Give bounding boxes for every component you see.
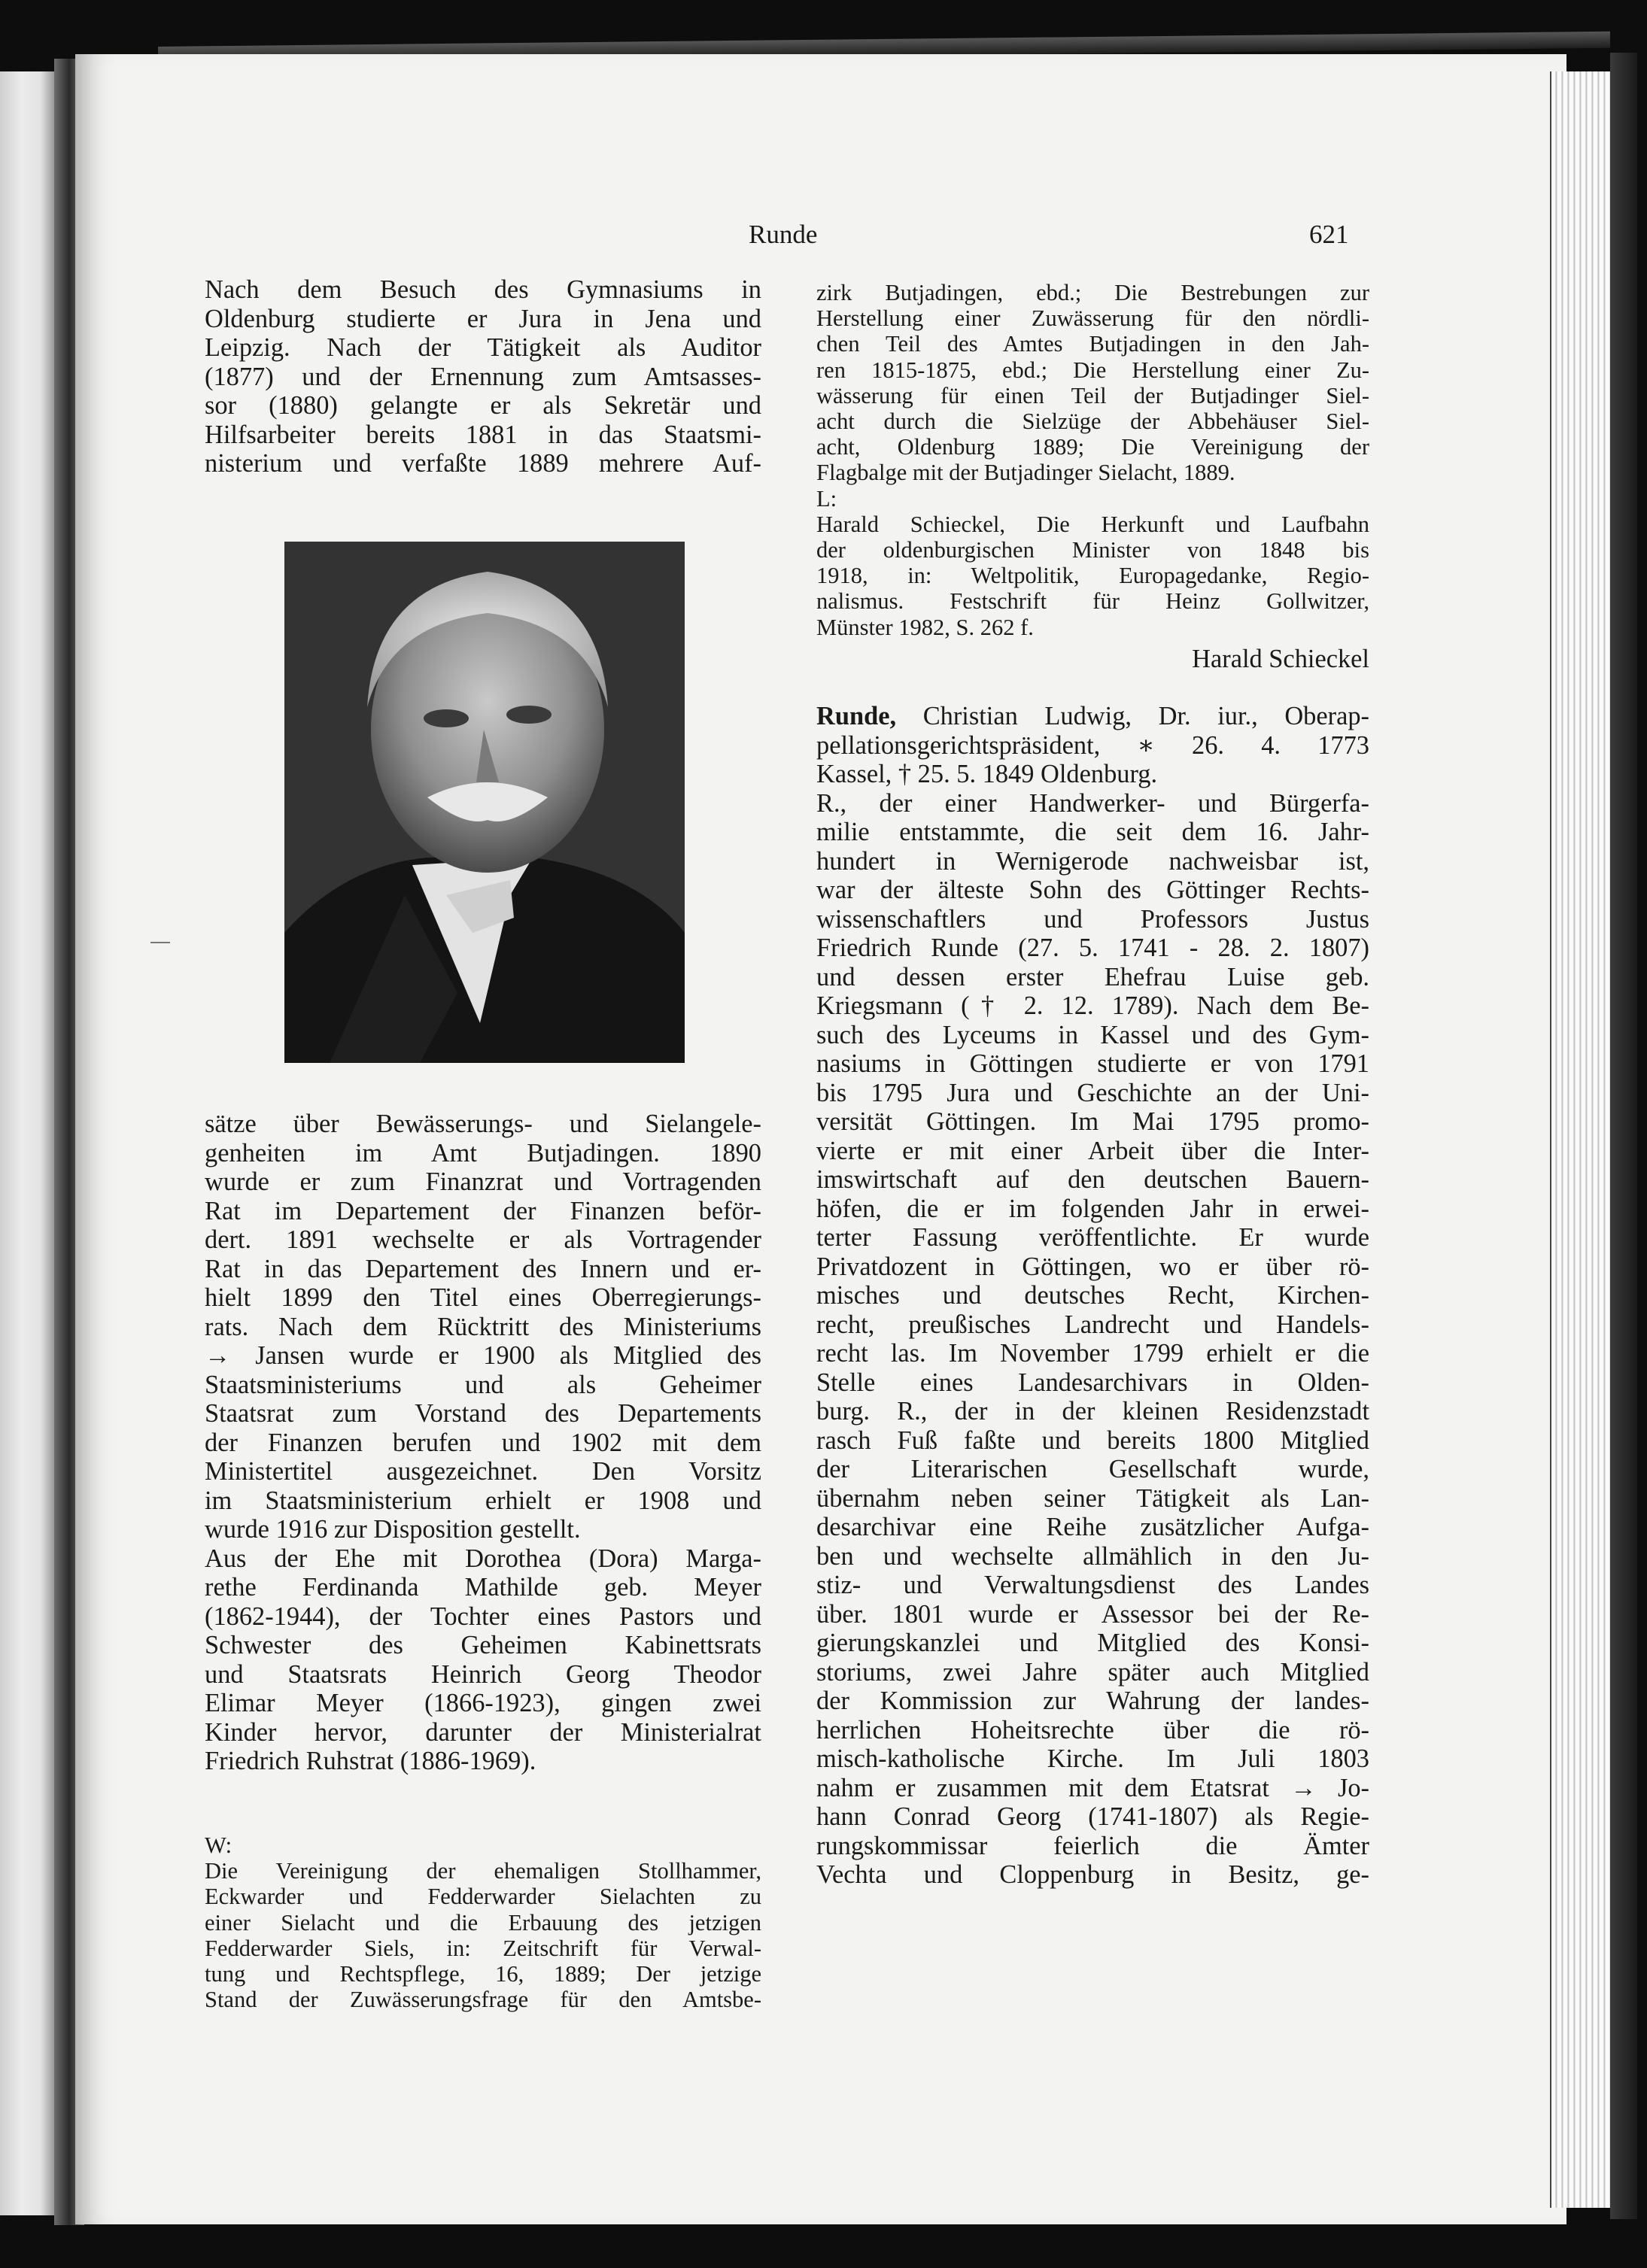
entry-heading-line: Kassel, † 25. 5. 1849 Oldenburg. (816, 760, 1158, 789)
text-line: recht, preußisches Landrecht und Handels- (816, 1310, 1369, 1339)
entry-name: Runde, (816, 702, 897, 731)
text-line: terter Fassung veröffentlichte. Er wurde (816, 1223, 1369, 1252)
text-line: R., der einer Handwerker- und Bürgerfa- (816, 788, 1369, 818)
text-line: hielt 1899 den Titel eines Oberregierungs- (205, 1283, 761, 1312)
margin-mark (150, 942, 170, 943)
works-line: Die Vereinigung der ehemaligen Stollhammer, (205, 1858, 761, 1884)
text-line: höfen, die er im folgenden Jahr in erwei- (816, 1194, 1369, 1223)
text-line: Elimar Meyer (1866-1923), gingen zwei (205, 1689, 761, 1717)
text-line: Friedrich Ruhstrat (1886-1969). (205, 1747, 536, 1775)
works-section (205, 1832, 761, 2012)
literature-label: L: (816, 485, 837, 512)
text-line: rungskommissar feierlich die Ämter (816, 1831, 1369, 1860)
text-line: Rat im Departement der Finanzen beför- (205, 1196, 761, 1225)
literature-line: Münster 1982, S. 262 f. (816, 614, 1034, 640)
text-line: rethe Ferdinanda Mathilde geb. Meyer (205, 1573, 761, 1602)
text-line: rats. Nach dem Rücktritt des Ministeriums (205, 1312, 761, 1341)
text-line: hundert in Wernigerode nachweisbar ist, (816, 846, 1369, 876)
text-line: und Staatsrats Heinrich Georg Theodor (205, 1659, 761, 1689)
text-line: wurde er zum Finanzrat und Vortragenden (205, 1167, 761, 1196)
text-line: wurde 1916 zur Disposition gestellt. (205, 1515, 581, 1544)
text-line: über. 1801 wurde er Assessor bei der Re- (816, 1599, 1369, 1629)
text-line: sor (1880) gelangte er als Sekretär und (205, 391, 761, 420)
literature-line: Harald Schieckel, Die Herkunft und Laufbahn (816, 511, 1369, 537)
text-line: herrlichen Hoheitsrechte über die rö- (816, 1715, 1369, 1744)
text-line: milie entstammte, die seit dem 16. Jahr- (816, 818, 1369, 847)
portrait-illustration (284, 542, 685, 1063)
literature-line: nalismus. Festschrift für Heinz Gollwitzer, (816, 588, 1369, 615)
works-line: acht, Oldenburg 1889; Die Vereinigung der (816, 434, 1369, 460)
entry-heading-line: pellationsgerichtspräsident, ∗ 26. 4. 1773 (816, 730, 1369, 760)
text-line: imswirtschaft auf den deutschen Bauern- (816, 1165, 1369, 1195)
text-line: gierungskanzlei und Mitglied des Konsi- (816, 1629, 1369, 1658)
text-line: such des Lyceums in Kassel und des Gym- (816, 1020, 1369, 1049)
text-line: hann Conrad Georg (1741-1807) als Regie- (816, 1802, 1369, 1832)
running-title: Runde (749, 220, 818, 249)
text-line: stiz- und Verwaltungsdienst des Landes (816, 1571, 1369, 1600)
text-line: und dessen erster Ehefrau Luise geb. (816, 962, 1369, 991)
entry-heading-text: Christian Ludwig, Dr. iur., Oberap- (922, 702, 1369, 731)
literature-line: 1918, in: Weltpolitik, Europagedanke, Regio- (816, 563, 1369, 589)
text-line: storiums, zwei Jahre später auch Mitglied (816, 1657, 1369, 1687)
text-line: im Staatsministerium erhielt er 1908 und (205, 1486, 761, 1515)
works-line: Stand der Zuwässerungsfrage für den Amtsbe- (205, 1987, 761, 2013)
text-line: Hilfsarbeiter bereits 1881 in das Staatsmi- (205, 420, 761, 449)
works-line: zirk Butjadingen, ebd.; Die Bestrebungen zur (816, 280, 1369, 305)
text-line: war der älteste Sohn des Göttinger Rechts- (816, 876, 1369, 905)
text-line: → Jansen wurde er 1900 als Mitglied des (205, 1341, 761, 1370)
text-line: Staatsrat zum Vorstand des Departements (205, 1399, 761, 1428)
text-line: sätze über Bewässerungs- und Sielangele- (205, 1110, 761, 1138)
portrait-photo (284, 542, 685, 1063)
text-line: Rat in das Departement des Innern und er- (205, 1254, 761, 1283)
works-line: einer Sielacht und die Erbauung des jetzigen (205, 1909, 761, 1936)
text-line: der Finanzen berufen und 1902 mit dem (205, 1428, 761, 1457)
left-column-bottom (205, 1110, 761, 1776)
text-line: (1877) und der Ernennung zum Amtsasses- (205, 362, 761, 391)
text-line: genheiten im Amt Butjadingen. 1890 (205, 1138, 761, 1167)
text-line: Kinder hervor, darunter der Ministerialrat (205, 1717, 761, 1747)
works-line: Eckwarder und Fedderwarder Sielachten zu (205, 1884, 761, 1910)
text-line: bis 1795 Jura und Geschichte an der Uni- (816, 1078, 1369, 1107)
works-line: Flagbalge mit der Butjadinger Sielacht, 1889. (816, 460, 1235, 486)
text-line: misches und deutsches Recht, Kirchen- (816, 1281, 1369, 1310)
text-line: Kriegsmann († 2. 12. 1789). Nach dem Be- (816, 991, 1369, 1021)
text-line: recht las. Im November 1799 erhielt er die (816, 1339, 1369, 1368)
text-line: rasch Fuß faßte und bereits 1800 Mitglied (816, 1425, 1369, 1455)
text-line: Oldenburg studierte er Jura in Jena und (205, 304, 761, 333)
left-column-top (205, 275, 761, 478)
text-line: Aus der Ehe mit Dorothea (Dora) Marga- (205, 1544, 761, 1573)
works-line: Herstellung einer Zuwässerung für den nördli- (816, 305, 1369, 332)
text-line: nahm er zusammen mit dem Etatsrat → Jo- (816, 1773, 1369, 1802)
page-number: 621 (1309, 220, 1349, 249)
works-line: tung und Rechtspflege, 16, 1889; Der jetzige (205, 1961, 761, 1987)
text-line: desarchivar eine Reihe zusätzlicher Aufga- (816, 1513, 1369, 1542)
text-line: Schwester des Geheimen Kabinettsrats (205, 1631, 761, 1659)
text-line: Privatdozent in Göttingen, wo er über rö- (816, 1252, 1369, 1281)
text-line: vierte er mit einer Arbeit über die Inter- (816, 1136, 1369, 1165)
text-line: wissenschaftlers und Professors Justus (816, 904, 1369, 934)
works-line: chen Teil des Amtes Butjadingen in den Jah- (816, 331, 1369, 357)
author-signature: Harald Schieckel (1192, 644, 1369, 673)
text-line: der Literarischen Gesellschaft wurde, (816, 1455, 1369, 1484)
text-line: nisterium und verfaßte 1889 mehrere Auf- (205, 449, 761, 478)
text-line: Vechta und Cloppenburg in Besitz, ge- (816, 1860, 1369, 1890)
text-line: (1862-1944), der Tochter eines Pastors und (205, 1602, 761, 1631)
text-line: Leipzig. Nach der Tätigkeit als Auditor (205, 333, 761, 362)
text-line: Staatsministeriums und als Geheimer (205, 1370, 761, 1399)
literature-line: der oldenburgischen Minister von 1848 bis (816, 537, 1369, 563)
text-line: versität Göttingen. Im Mai 1795 promo- (816, 1107, 1369, 1137)
book-cover-right-edge (1610, 53, 1637, 2219)
text-line: der Kommission zur Wahrung der landes- (816, 1687, 1369, 1716)
text-line: Ministertitel ausgezeichnet. Den Vorsitz (205, 1457, 761, 1486)
text-line: Nach dem Besuch des Gymnasiums in (205, 275, 761, 304)
text-line: übernahm neben seiner Tätigkeit als Lan- (816, 1483, 1369, 1513)
works-line: Fedderwarder Siels, in: Zeitschrift für Verwal- (205, 1935, 761, 1961)
text-line: burg. R., der in der kleinen Residenzstadt (816, 1397, 1369, 1426)
page-stack-edge (1550, 71, 1612, 2208)
entry-heading-line (816, 702, 1369, 731)
works-line: acht durch die Sielzüge der Abbehäuser Siel- (816, 408, 1369, 435)
text-line: misch-katholische Kirche. Im Juli 1803 (816, 1744, 1369, 1774)
works-label: W: (205, 1832, 232, 1858)
text-line: Friedrich Runde (27. 5. 1741 - 28. 2. 1807) (816, 934, 1369, 963)
works-line: wässerung für einen Teil der Butjadinger Siel- (816, 382, 1369, 408)
text-line: dert. 1891 wechselte er als Vortragender (205, 1225, 761, 1254)
spacer (816, 673, 1369, 702)
left-page-edge (0, 71, 54, 2215)
text-line: nasiums in Göttingen studierte er von 1791 (816, 1049, 1369, 1079)
text-line: Stelle eines Landesarchivars in Olden- (816, 1368, 1369, 1397)
text-line: ben und wechselte allmählich in den Ju- (816, 1541, 1369, 1571)
works-line: ren 1815-1875, ebd.; Die Herstellung einer Zu- (816, 357, 1369, 383)
right-column (816, 280, 1369, 1890)
